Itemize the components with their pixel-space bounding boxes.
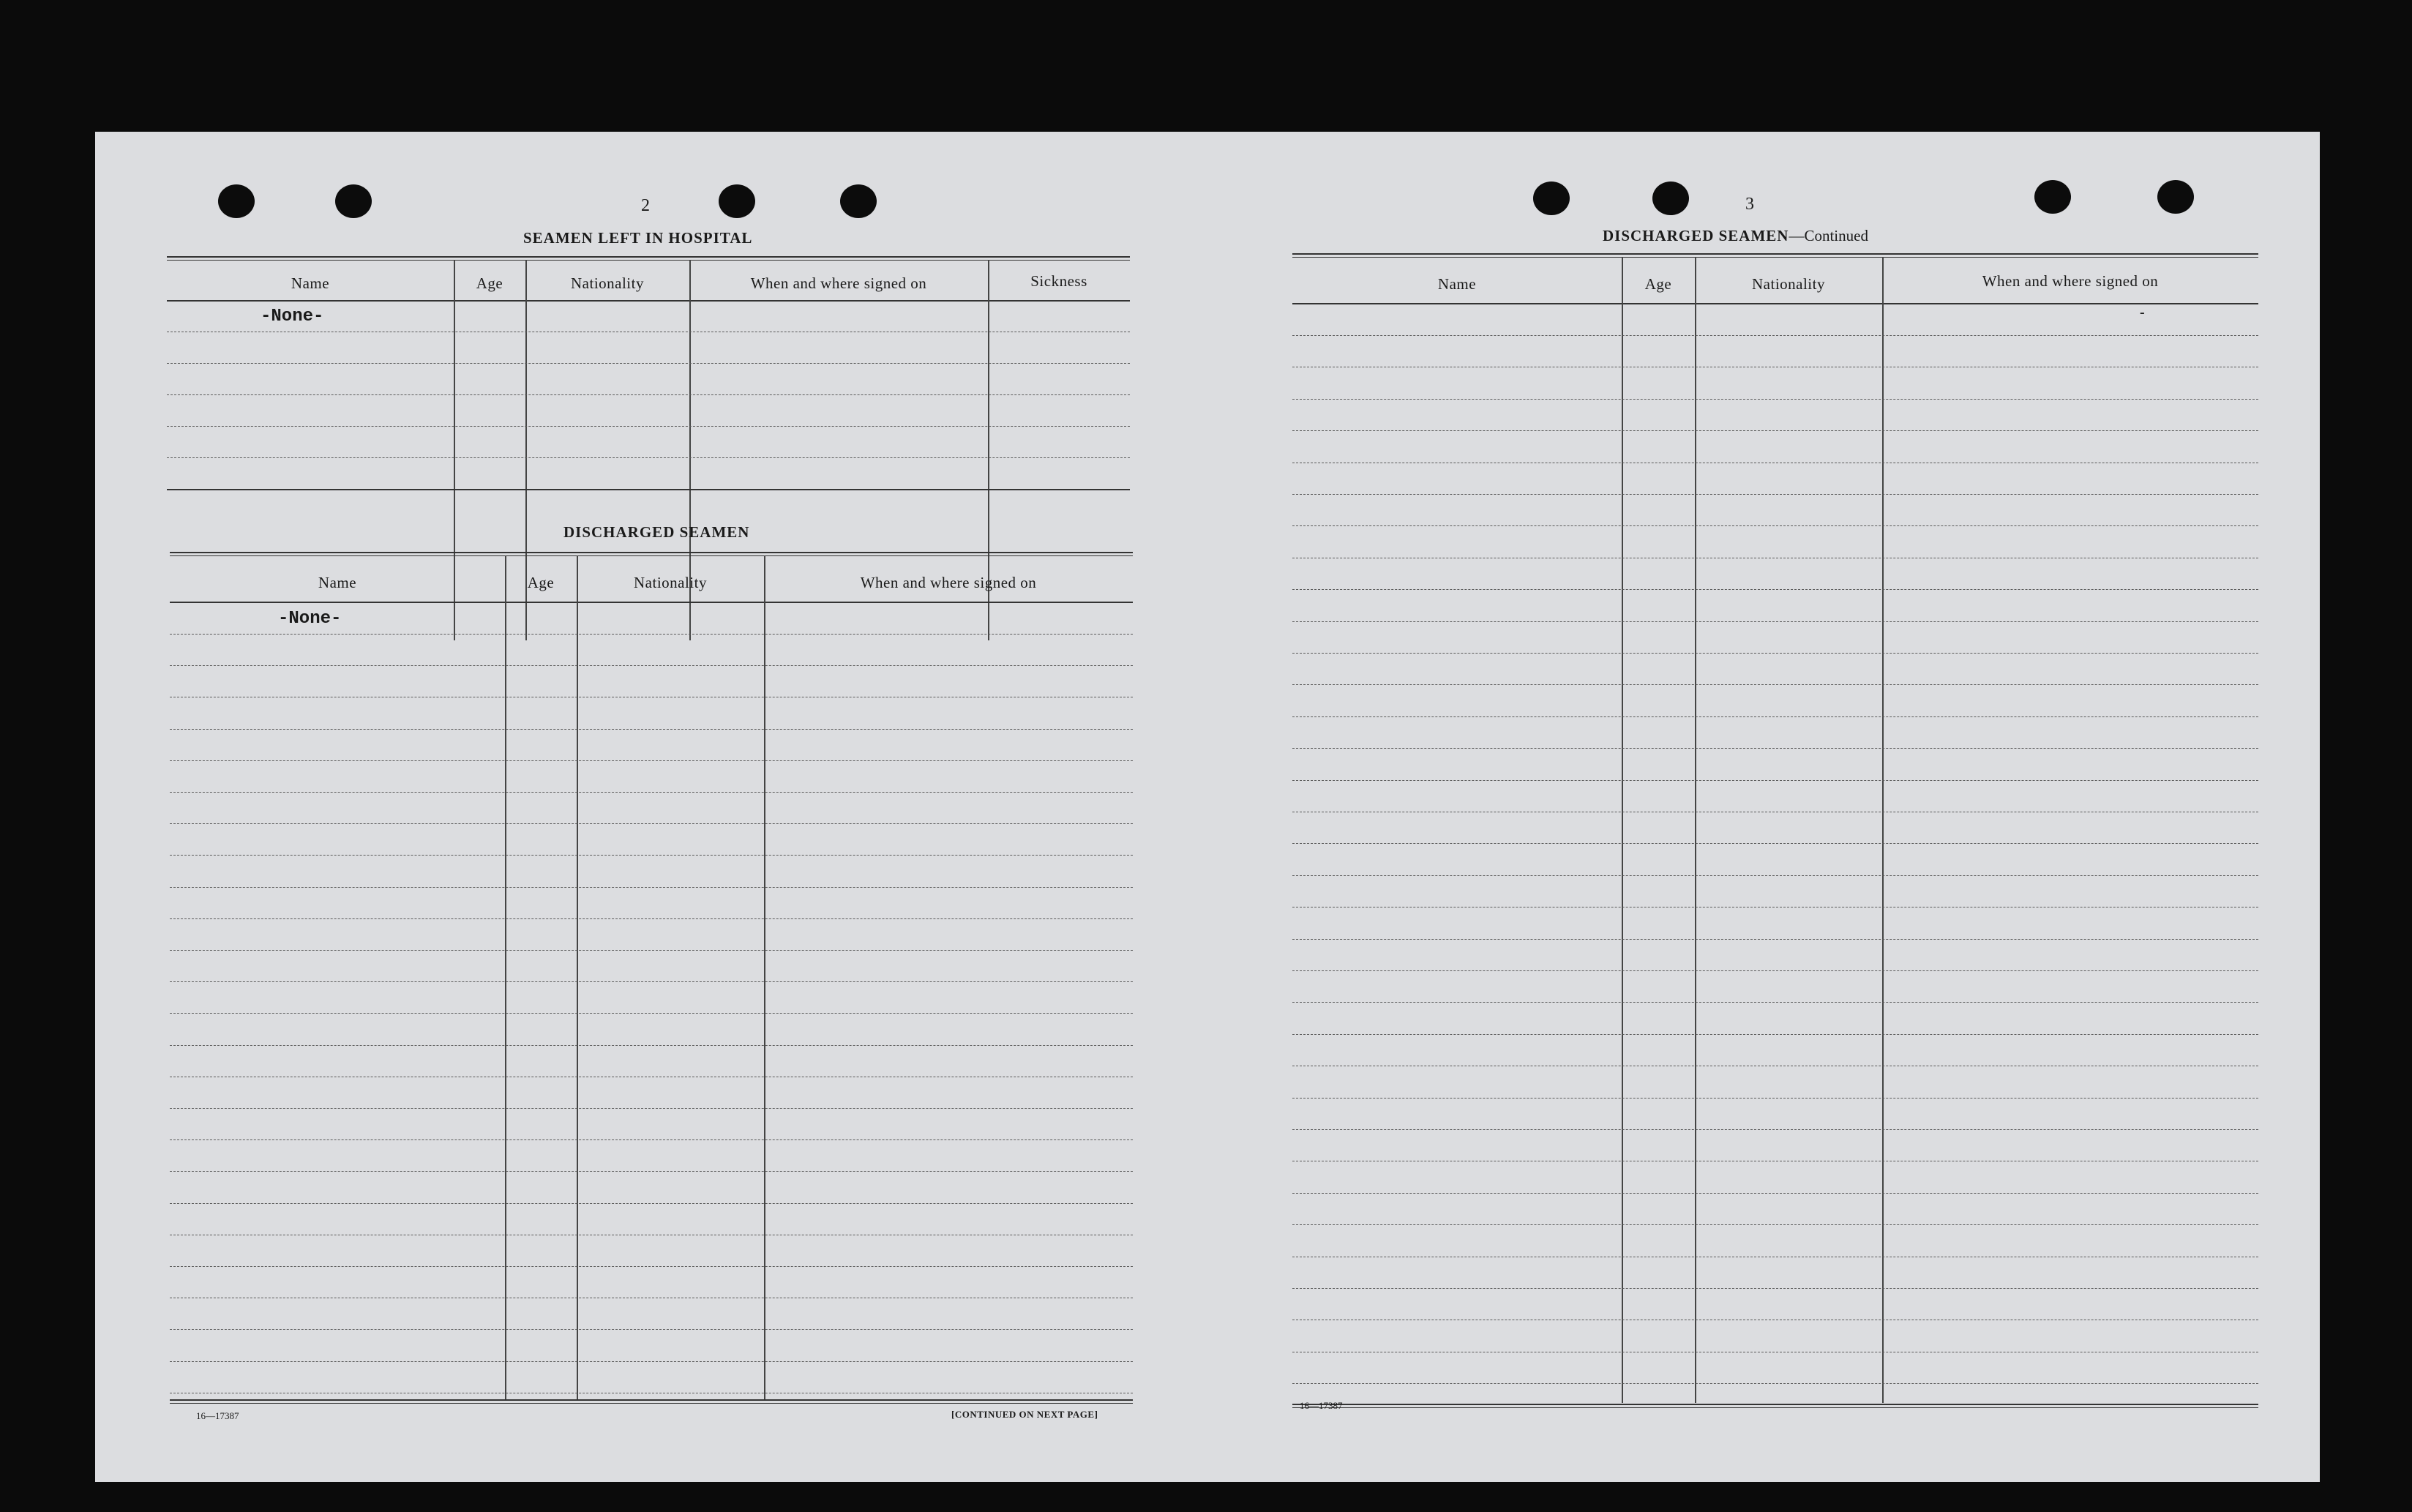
column-header-nationality: Nationality [1752,275,1825,293]
discharged-section-title: DISCHARGED SEAMEN [563,523,750,541]
entry-none: -None- [278,609,342,629]
column-header-name: Name [1437,275,1477,293]
discharged-continued-title [1603,227,1868,245]
row-rule [1292,653,2258,654]
section-title-main: DISCHARGED SEAMEN [1603,227,1789,244]
punch-hole [335,184,372,218]
row-rule [1292,430,2258,431]
row-rule [170,1171,1133,1172]
column-header-nationality: Nationality [634,574,707,591]
row-rule [170,950,1133,951]
row-rule [1292,399,2258,400]
discharged-continued-table [1292,253,2258,1405]
row-rule [170,1329,1133,1330]
section-title-suffix: —Continued [1789,227,1868,244]
row-rule [170,1361,1133,1362]
punch-hole [218,184,255,218]
column-header-age: Age [527,574,555,591]
discharged-table [170,552,1133,1404]
row-rule [170,634,1133,635]
row-rule [1292,684,2258,685]
row-rule [170,792,1133,793]
punch-hole [1533,181,1570,215]
row-rule [170,1266,1133,1267]
row-rule [1292,494,2258,495]
column-header-age: Age [476,274,503,292]
page-number: 3 [1745,195,1754,214]
form-number: 16—17387 [196,1410,239,1421]
punch-hole [2157,180,2194,214]
column-header-signed-on: When and where signed on [860,574,1037,591]
continued-note: [CONTINUED ON NEXT PAGE] [951,1409,1098,1420]
column-header-signed-on: When and where signed on [1982,272,2159,290]
row-rule [1292,1224,2258,1225]
row-rule [1292,780,2258,781]
row-rule [170,1013,1133,1014]
column-header-signed-on: When and where signed on [750,274,927,292]
row-rule [1292,1002,2258,1003]
row-rule [170,981,1133,982]
row-rule [170,918,1133,919]
row-rule [1292,1034,2258,1035]
entry-none: -None- [261,307,324,326]
row-rule [170,729,1133,730]
form-sheet [95,132,2320,1482]
row-rule [1292,621,2258,622]
page-right [1207,132,2320,1482]
page-number: 2 [641,196,650,215]
form-number: 16—17387 [1300,1400,1343,1411]
row-rule [1292,1288,2258,1289]
row-rule [1292,875,2258,876]
row-rule [1292,525,2258,526]
row-rule [1292,1383,2258,1384]
column-header-name: Name [318,574,357,591]
hospital-section-title: SEAMEN LEFT IN HOSPITAL [523,229,753,247]
column-header-age: Age [1644,275,1672,293]
column-header-sickness: Sickness [1030,272,1087,290]
row-rule [170,887,1133,888]
punch-hole [2034,180,2071,214]
row-rule [170,1139,1133,1140]
row-rule [170,823,1133,824]
row-rule [170,1045,1133,1046]
row-rule [1292,939,2258,940]
row-rule [1292,843,2258,844]
row-rule [1292,970,2258,971]
row-rule [1292,716,2258,717]
column-header-name: Name [291,274,330,292]
row-rule [1292,1193,2258,1194]
page-left [95,132,1207,1482]
row-rule [1292,335,2258,336]
row-rule [170,665,1133,666]
column-header-nationality: Nationality [571,274,644,292]
row-rule [1292,1098,2258,1099]
row-rule [1292,589,2258,590]
row-rule [1292,748,2258,749]
punch-hole [1652,181,1689,215]
punch-hole [840,184,877,218]
row-rule [170,855,1133,856]
row-rule [170,1203,1133,1204]
stray-mark: - [2140,304,2145,321]
row-rule [1292,1129,2258,1130]
row-rule [170,760,1133,761]
row-rule [170,1108,1133,1109]
punch-hole [719,184,755,218]
